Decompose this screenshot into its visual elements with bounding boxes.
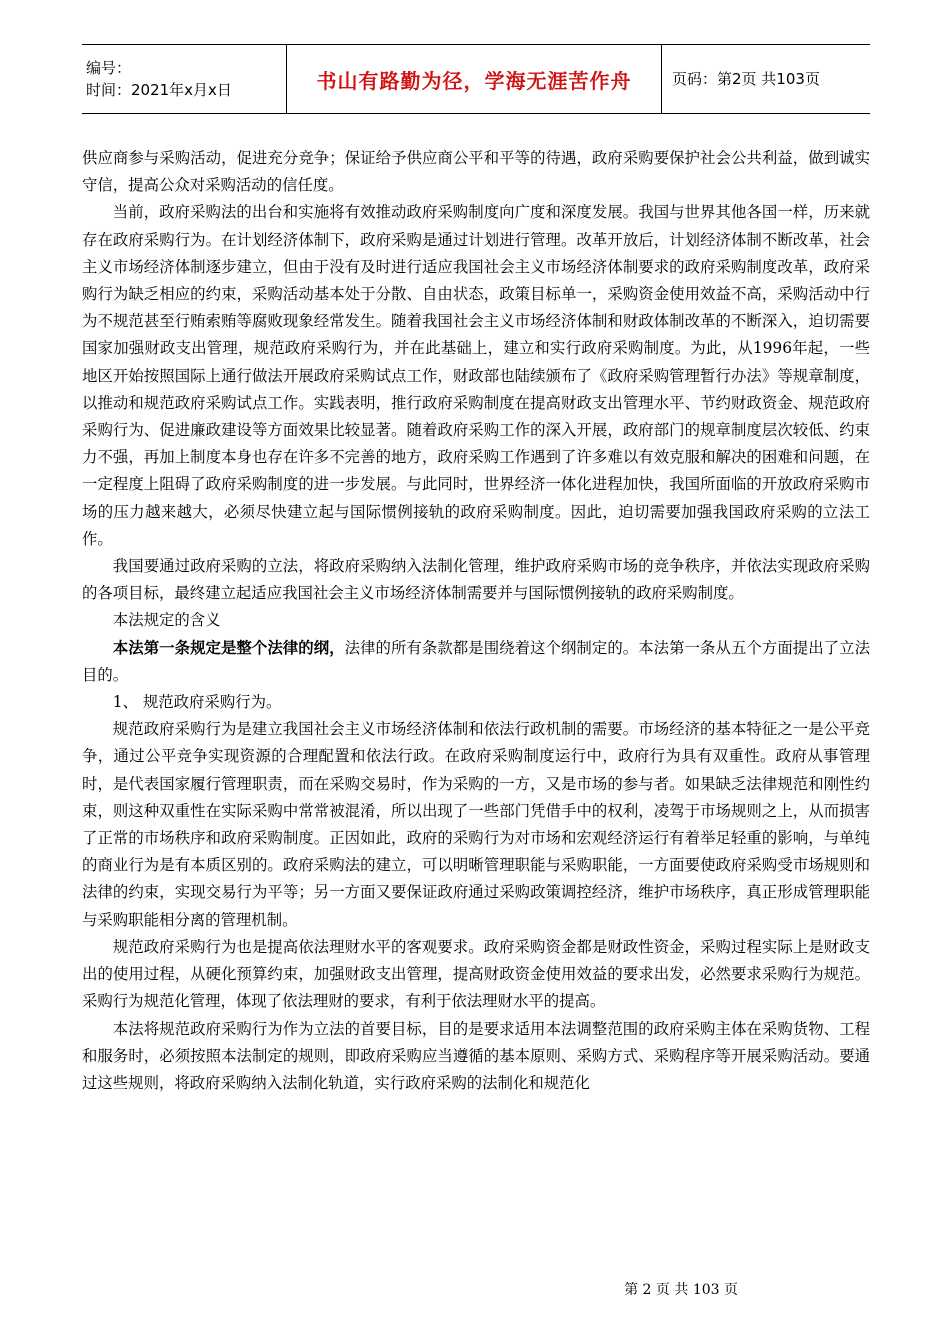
section-heading-meaning: 本法规定的含义: [112, 611, 221, 630]
header-motto: 书山有路勤为径，学海无涯苦作舟: [316, 68, 632, 93]
header-motto-cell: [287, 45, 662, 114]
document-time-label: 时间：2021年x月x日: [86, 81, 232, 99]
paragraph-article-one: [82, 635, 870, 689]
paragraph-continuation: 供应商参与采购活动，促进充分竞争；保证给予供应商公平和平等的待遇，政府采购要保护社会公共利益，做到诚实守信，提高公众对采购活动的信任度。: [82, 149, 870, 195]
paragraph-primary-goal: 本法将规范政府采购行为作为立法的首要目标，目的是要求适用本法调整范围的政府采购主体在采购货物、工程和服务时，必须按照本法制定的规则，即政府采购应当遵循的基本原则、采购方式、采购程序等开展采购活动。要通过这些规则，将政府采购纳入法制化轨道，实行政府采购的法制化和规范化: [82, 1019, 870, 1092]
article-one-rest: 法律的所有条款都是围绕着这个纲制定的。本法第一条从五个方面提出了立法目的。: [82, 638, 870, 684]
paragraph-regulate-behavior: 规范政府采购行为是建立我国社会主义市场经济体制和依法行政机制的需要。市场经济的基本特征之一是公平竞争，通过公平竞争实现资源的合理配置和依法行政。在政府采购制度运行中，政府行为具有双重性。政府从事管理时，是代表国家履行管理职责，而在采购交易时，作为采购的一方，又是市场的参与者。如果缺乏法律规范和刚性约束，则这种双重性在实际采购中常常被混淆，所以出现了一些部门凭借手中的权利，凌驾于市场规则之上，从而损害了正常的市场秩序和政府采购制度。正因如此，政府的采购行为对市场和宏观经济运行有着举足轻重的影响，与单纯的商业行为是有本质区别的。政府采购法的建立，可以明晰管理职能与采购职能，一方面要使政府采购受市场规则和法律的约束，实现交易行为平等；另一方面又要保证政府通过采购政策调控经济，维护市场秩序，真正形成管理职能与采购职能相分离的管理机制。: [82, 720, 870, 929]
document-body: [82, 145, 870, 1097]
paragraph-current-situation: 当前，政府采购法的出台和实施将有效推动政府采购制度向广度和深度发展。我国与世界其他各国一样，历来就存在政府采购行为。在计划经济体制下，政府采购是通过计划进行管理。改革开放后，计划经济体制不断改革，社会主义市场经济体制逐步建立，但由于没有及时进行适应我国社会主义市场经济体制要求的政府采购制度改革，政府采购行为缺乏相应的约束，采购活动基本处于分散、自由状态，政策目标单一，采购资金使用效益不高，采购活动中行为不规范甚至行贿索贿等腐败现象经常发生。随着我国社会主义市场经济体制和财政体制改革的不断深入，迫切需要国家加强财政支出管理，规范政府采购行为，并在此基础上，建立和实行政府采购制度。为此，从1996年起，一些地区开始按照国际上通行做法开展政府采购试点工作，财政部也陆续颁布了《政府采购管理暂行办法》等规章制度，以推动和规范政府采购试点工作。实践表明，推行政府采购制度在提高财政支出管理水平、节约财政资金、规范政府采购行为、促进廉政建设等方面效果比较显著。随着政府采购工作的深入开展，政府部门的规章制度层次较低、约束力不强，再加上制度本身也存在许多不完善的地方，政府采购工作遇到了许多难以有效克服和解决的困难和问题，在一定程度上阻碍了政府采购制度的进一步发展。与此同时，世界经济一体化进程加快，我国所面临的开放政府采购市场的压力越来越大，必须尽快建立起与国际惯例接轨的政府采购制度。因此，迫切需要加强我国政府采购的立法工作。: [82, 203, 870, 548]
article-one-bold-lead: 本法第一条规定是整个法律的纲，: [112, 638, 345, 657]
header-left-cell: [82, 45, 287, 114]
page-footer: 第 2 页 共 103 页: [624, 1282, 738, 1298]
header-right-cell: [662, 45, 871, 114]
paragraph-financial-management: 规范政府采购行为也是提高依法理财水平的客观要求。政府采购资金都是财政性资金，采购过程实际上是财政支出的使用过程，从硬化预算约束，加强财政支出管理，提高财政资金使用效益的要求出发，必然要求采购行为规范。采购行为规范化管理，体现了依法理财的要求，有利于依法理财水平的提高。: [82, 937, 870, 1011]
header-page-label: 页码：第2页 共103页: [672, 70, 820, 88]
list-item-1-heading: 1、 规范政府采购行为。: [112, 693, 282, 712]
paragraph-legislation-goal: 我国要通过政府采购的立法，将政府采购纳入法制化管理，维护政府采购市场的竞争秩序，并依法实现政府采购的各项目标，最终建立起适应我国社会主义市场经济体制需要并与国际惯例接轨的政府采购制度。: [82, 557, 870, 603]
header-table: [82, 44, 870, 114]
document-number-label: 编号：: [86, 59, 132, 77]
